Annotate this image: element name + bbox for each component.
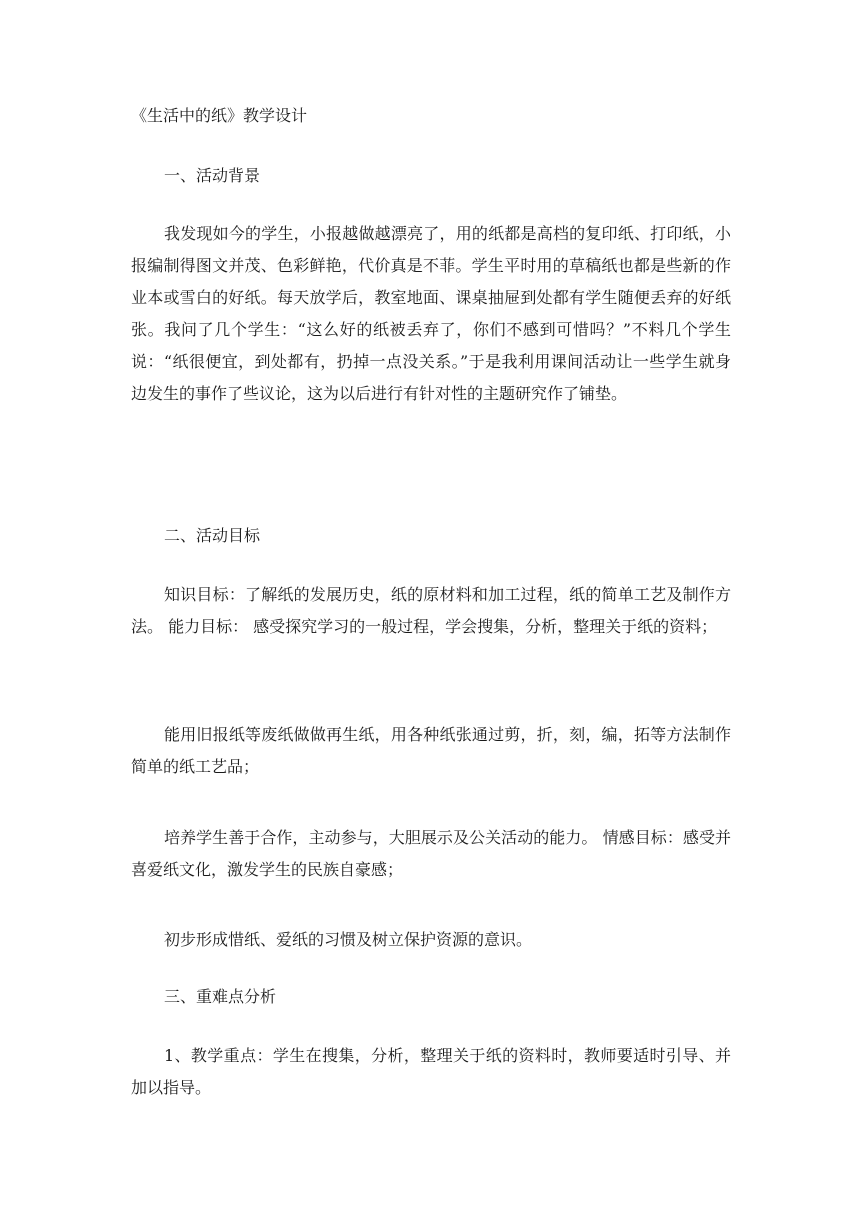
paragraph-knowledge-ability-goals: 知识目标：了解纸的发展历史，纸的原材料和加工过程，纸的简单工艺及制作方法。 能力目标： 感受探究学习的一般过程，学会搜集，分析，整理关于纸的资料； [131,585,731,636]
paragraph-teaching-focus: 1、教学重点：学生在搜集，分析，整理关于纸的资料时，教师要适时引导、并加以指导。 [131,1046,731,1097]
section-heading-objectives: 二、活动目标 [164,526,261,545]
section-heading-key-points: 三、重难点分析 [164,987,277,1006]
paragraph-cherish-paper: 初步形成惜纸、爱纸的习惯及树立保护资源的意识。 [164,930,533,949]
section-heading-background: 一、活动背景 [164,166,261,185]
paragraph-cooperation-emotion-goals: 培养学生善于合作，主动参与，大胆展示及公关活动的能力。 情感目标：感受并喜爱纸文化，激发学生的民族自豪感； [131,828,731,879]
paragraph-paper-crafts: 能用旧报纸等废纸做做再生纸，用各种纸张通过剪，折，刻，编，拓等方法制作简单的纸工艺品； [131,725,731,776]
paragraph-background: 我发现如今的学生，小报越做越漂亮了，用的纸都是高档的复印纸、打印纸，小报编制得图文并茂、色彩鲜艳，代价真是不菲。学生平时用的草稿纸也都是些新的作业本或雪白的好纸。每天放学后，教室地面、课桌抽屉到处都有学生随便丢弃的好纸张。我问了几个学生：“这么好的纸被丢弃了，你们不感到可惜吗？”不料几个学生说：“纸很便宜，到处都有，扔掉一点没关系。”于是我利用课间活动让一些学生就身边发生的事作了些议论，这为以后进行有针对性的主题研究作了铺垫。 [131,224,731,403]
document-title: 《生活中的纸》教学设计 [131,106,308,125]
